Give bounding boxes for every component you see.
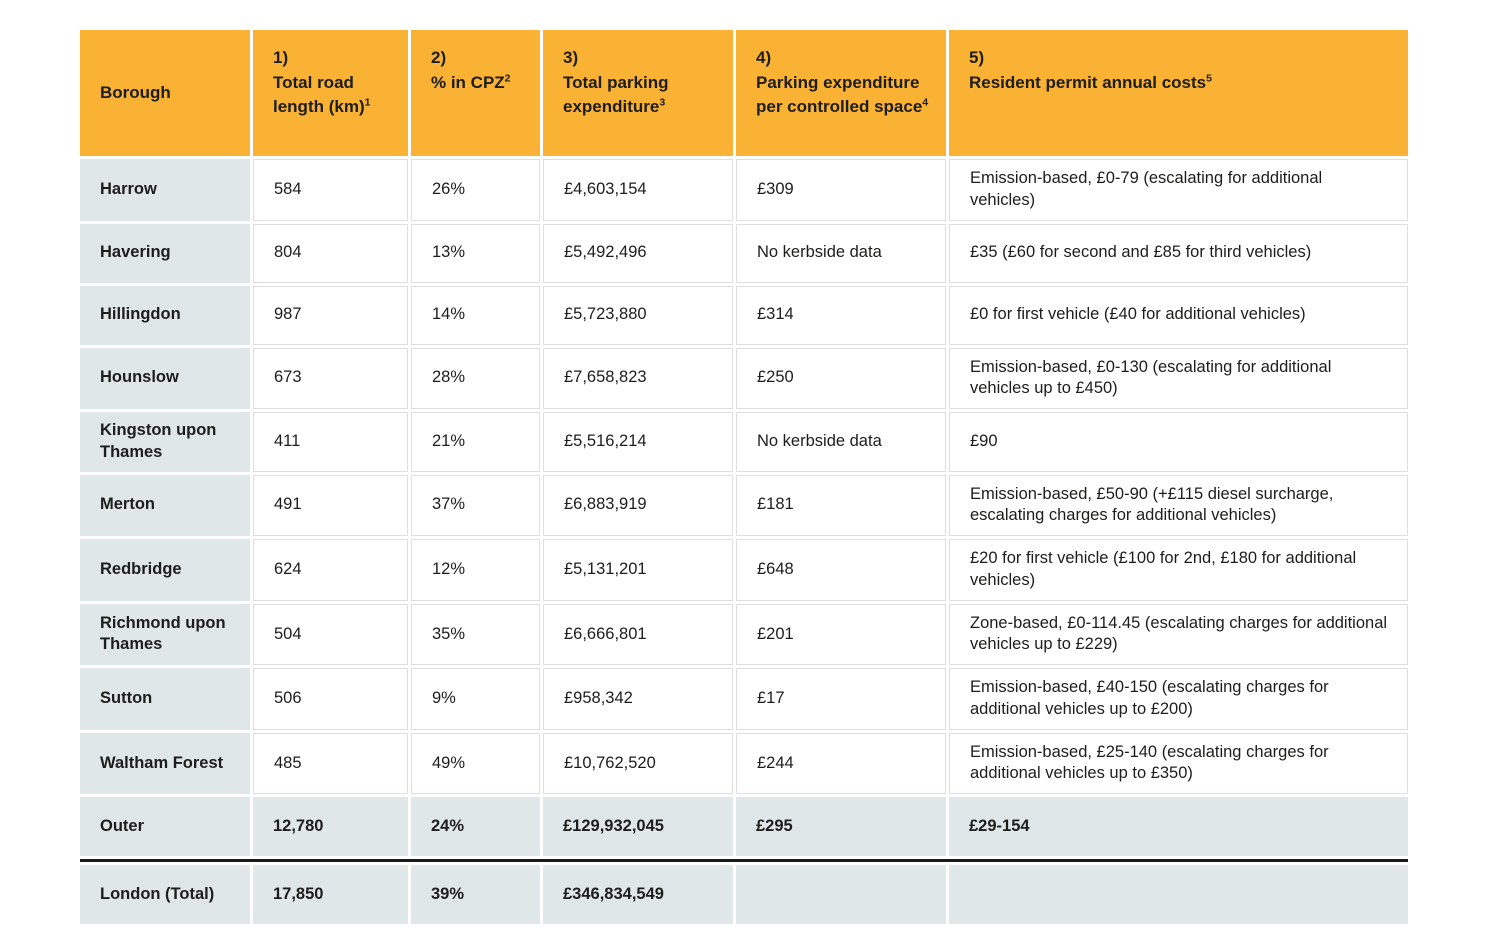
cell-per-space: £201 — [736, 604, 946, 666]
cell-pct-cpz: 24% — [411, 797, 540, 856]
cell-expenditure: £5,516,214 — [543, 412, 733, 472]
footnote-marker: 3 — [659, 96, 666, 109]
cell-road-length: 506 — [253, 668, 408, 730]
col-label: Total road length (km)$^1$ — [273, 72, 371, 117]
cell-per-space: £314 — [736, 286, 946, 345]
cell-road-length: 12,780 — [253, 797, 408, 856]
col-number: 1) — [273, 48, 289, 67]
cell-borough: Outer — [80, 797, 250, 856]
cell-road-length: 987 — [253, 286, 408, 345]
col-label: Parking expenditure per controlled space$^4$ — [756, 72, 929, 117]
col-header-per-space — [736, 30, 946, 156]
cell-pct-cpz: 14% — [411, 286, 540, 345]
cell-pct-cpz: 28% — [411, 348, 540, 410]
cell-expenditure: £6,666,801 — [543, 604, 733, 666]
borough-parking-table — [80, 30, 1408, 924]
cell-borough: Hillingdon — [80, 286, 250, 345]
col-header-permit-costs — [949, 30, 1408, 156]
cell-pct-cpz: 35% — [411, 604, 540, 666]
cell-expenditure: £7,658,823 — [543, 348, 733, 410]
footnote-marker: 2 — [504, 71, 511, 84]
cell-expenditure: £10,762,520 — [543, 733, 733, 795]
cell-pct-cpz: 21% — [411, 412, 540, 472]
cell-road-length: 584 — [253, 159, 408, 221]
cell-per-space: £181 — [736, 475, 946, 537]
col-number: 3) — [563, 48, 579, 67]
cell-per-space: £244 — [736, 733, 946, 795]
col-label: % in CPZ$^2$ — [431, 71, 511, 92]
cell-pct-cpz: 13% — [411, 224, 540, 283]
cell-permit-costs: £0 for first vehicle (£40 for additional vehicles) — [949, 286, 1408, 345]
cell-permit-costs: Emission-based, £40-150 (escalating charges for additional vehicles up to £200) — [949, 668, 1408, 730]
cell-borough: Hounslow — [80, 348, 250, 410]
footnote-marker: 5 — [1206, 71, 1212, 84]
cell-expenditure: £6,883,919 — [543, 475, 733, 537]
col-header-borough — [80, 30, 250, 156]
cell-permit-costs: Zone-based, £0-114.45 (escalating charges for additional vehicles up to £229) — [949, 604, 1408, 666]
cell-permit-costs: Emission-based, £0-79 (escalating for additional vehicles) — [949, 159, 1408, 221]
cell-permit-costs: Emission-based, £50-90 (+£115 diesel surcharge, escalating charges for additional vehicles) — [949, 475, 1408, 537]
col-header-expenditure — [543, 30, 733, 156]
cell-road-length: 624 — [253, 539, 408, 601]
cell-per-space: £17 — [736, 668, 946, 730]
cell-expenditure: £346,834,549 — [543, 865, 733, 924]
col-number: 5) — [969, 48, 985, 67]
col-number: 2) — [431, 48, 447, 67]
cell-road-length: 17,850 — [253, 865, 408, 924]
cell-per-space: £295 — [736, 797, 946, 856]
cell-expenditure: £4,603,154 — [543, 159, 733, 221]
col-number: 4) — [756, 48, 772, 67]
cell-per-space: No kerbside data — [736, 412, 946, 472]
cell-borough: Harrow — [80, 159, 250, 221]
cell-per-space: £648 — [736, 539, 946, 601]
cell-expenditure: £129,932,045 — [543, 797, 733, 856]
cell-permit-costs: Emission-based, £0-130 (escalating for additional vehicles up to £450) — [949, 348, 1408, 410]
cell-permit-costs — [949, 865, 1408, 924]
cell-expenditure: £5,723,880 — [543, 286, 733, 345]
cell-road-length: 491 — [253, 475, 408, 537]
cell-pct-cpz: 39% — [411, 865, 540, 924]
cell-permit-costs: £90 — [949, 412, 1408, 472]
cell-road-length: 673 — [253, 348, 408, 410]
cell-per-space: No kerbside data — [736, 224, 946, 283]
cell-borough: Havering — [80, 224, 250, 283]
col-label: Resident permit annual costs$^5$ — [969, 71, 1212, 92]
cell-per-space: £250 — [736, 348, 946, 410]
cell-road-length: 504 — [253, 604, 408, 666]
footnote-marker: 1 — [364, 96, 371, 109]
cell-borough: Richmond upon Thames — [80, 604, 250, 666]
col-header-road-length — [253, 30, 408, 156]
cell-per-space: £309 — [736, 159, 946, 221]
col-label: Total parking expenditure$^3$ — [563, 72, 669, 117]
cell-permit-costs: Emission-based, £25-140 (escalating charges for additional vehicles up to £350) — [949, 733, 1408, 795]
col-label: Borough — [100, 82, 171, 102]
cell-borough: Redbridge — [80, 539, 250, 601]
cell-pct-cpz: 26% — [411, 159, 540, 221]
cell-borough: Waltham Forest — [80, 733, 250, 795]
cell-permit-costs: £20 for first vehicle (£100 for 2nd, £180 for additional vehicles) — [949, 539, 1408, 601]
cell-borough: Merton — [80, 475, 250, 537]
cell-pct-cpz: 49% — [411, 733, 540, 795]
cell-borough: London (Total) — [80, 865, 250, 924]
cell-pct-cpz: 12% — [411, 539, 540, 601]
cell-permit-costs: £35 (£60 for second and £85 for third vehicles) — [949, 224, 1408, 283]
cell-borough: Sutton — [80, 668, 250, 730]
cell-road-length: 411 — [253, 412, 408, 472]
footnote-marker: 4 — [922, 96, 929, 109]
cell-pct-cpz: 9% — [411, 668, 540, 730]
cell-per-space — [736, 865, 946, 924]
cell-road-length: 804 — [253, 224, 408, 283]
cell-expenditure: £5,131,201 — [543, 539, 733, 601]
cell-expenditure: £958,342 — [543, 668, 733, 730]
total-divider-line — [80, 859, 1408, 862]
cell-expenditure: £5,492,496 — [543, 224, 733, 283]
cell-pct-cpz: 37% — [411, 475, 540, 537]
cell-permit-costs: £29-154 — [949, 797, 1408, 856]
cell-road-length: 485 — [253, 733, 408, 795]
col-header-pct-cpz — [411, 30, 540, 156]
cell-borough: Kingston upon Thames — [80, 412, 250, 472]
